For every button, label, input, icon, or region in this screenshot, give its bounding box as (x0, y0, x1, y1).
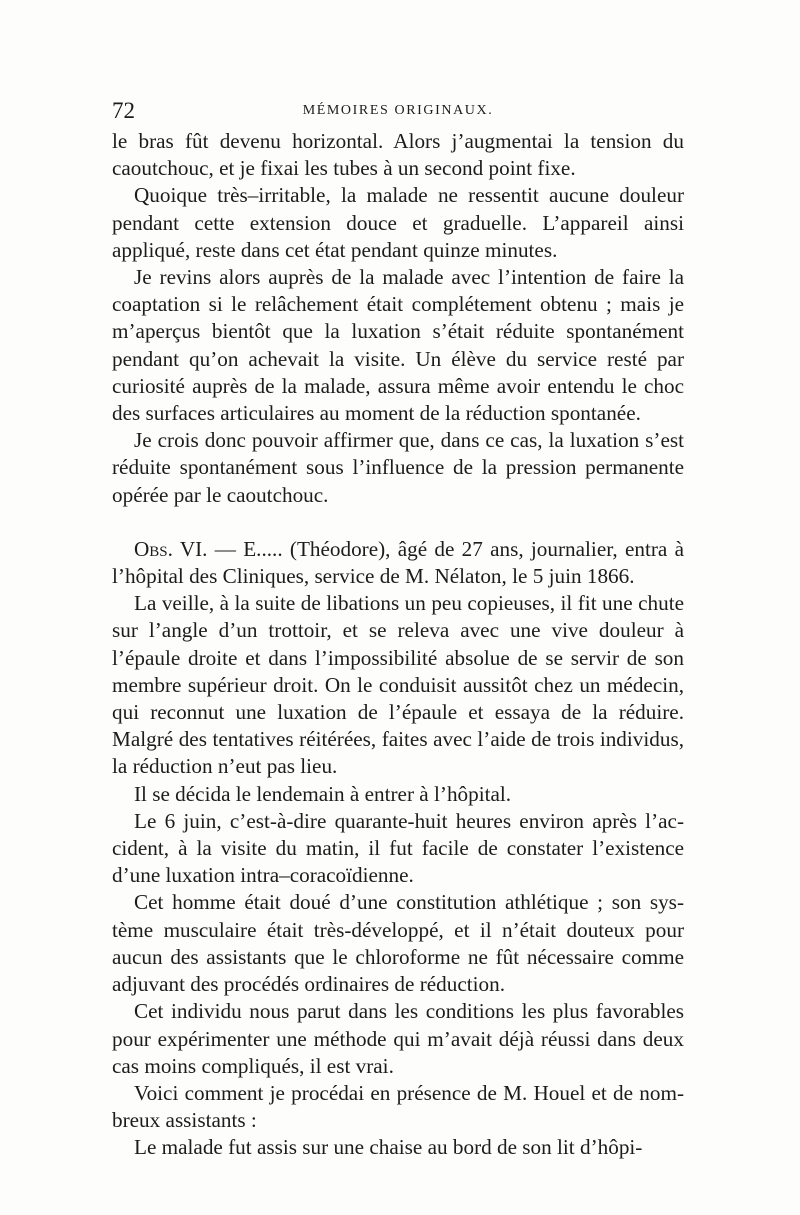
running-head: MÉMOIRES ORIGINAUX. (302, 103, 494, 118)
paragraph: Cet individu nous parut dans les conditions les plus favorables pour expérimenter une méthode qui m’avait déjà réussi dans deux cas moins compliqués, il est vrai. (112, 999, 684, 1078)
paragraph: La veille, à la suite de libations un peu copieuses, il fit une chute sur l’angle d’un trottoir, et se releva avec une vive douleur à l’épaule droite et dans l’impossibilité absolue de se servir de son membre supérieur droit. On le conduisit aussitôt chez un médecin, qui reconnut une luxation de l’épaule et essaya de la réduire. Malgré des tentatives réitérées, faites avec l’aide de trois individus, la réduction n’eut pas lieu. (112, 591, 684, 779)
page-header (112, 96, 684, 126)
body-text (112, 128, 684, 1162)
observation-label: Obs. VI. — (134, 536, 244, 561)
paragraph-continued: le bras fût devenu horizontal. Alors j’augmentai la tension du caoutchouc, et je fixai les tubes à un second point fixe. (112, 129, 684, 181)
paragraph: Cet homme était doué d’une constitution athlétique ; son système musculaire était très-développé, et il n’était douteux pour aucun des assistants que le chloroforme ne fût nécessaire comme adjuvant des procédés ordinaires de réduction. (112, 890, 684, 997)
paragraph: Le malade fut assis sur une chaise au bord de son lit d’hôpi- (134, 1135, 643, 1160)
observation-paragraph (112, 536, 684, 590)
paragraph: Voici comment je procédai en présence de M. Houel et de nombreux assistants : (112, 1080, 684, 1133)
observation-text: E..... (Théodore), âgé de 27 ans, journalier, entra à l’hôpital des Cliniques, service de M. Nélaton, le 5 juin 1866. (112, 536, 685, 589)
paragraph: Le 6 juin, c’est-à-dire quarante-huit heures environ après l’accident, à la visite du matin, il fut facile de constater l’existence d’une luxation intra–coracoïdienne. (112, 808, 684, 888)
paragraph: Il se décida le lendemain à entrer à l’hôpital. (134, 781, 512, 806)
paragraph: Je revins alors auprès de la malade avec l’intention de faire la coaptation si le relâchement était complétement obtenu ; mais je m’aperçus bientôt que la luxation s’était réduite spontanément pendant qu’on achevait la visite. Un élève du service resté par curiosité auprès de la malade, assura même avoir entendu le choc des surfaces articulaires au moment de la réduction spontanée. (112, 265, 684, 426)
paragraph: Quoique très–irritable, la malade ne ressentit aucune douleur pendant cette extension douce et graduelle. L’appareil ainsi appliqué, reste dans cet état pendant quinze minutes. (112, 183, 684, 262)
page-number: 72 (112, 98, 135, 123)
paragraph: Je crois donc pouvoir affirmer que, dans ce cas, la luxation s’est réduite spontanément sous l’influence de la pression permanente opérée par le caoutchouc. (112, 428, 684, 507)
